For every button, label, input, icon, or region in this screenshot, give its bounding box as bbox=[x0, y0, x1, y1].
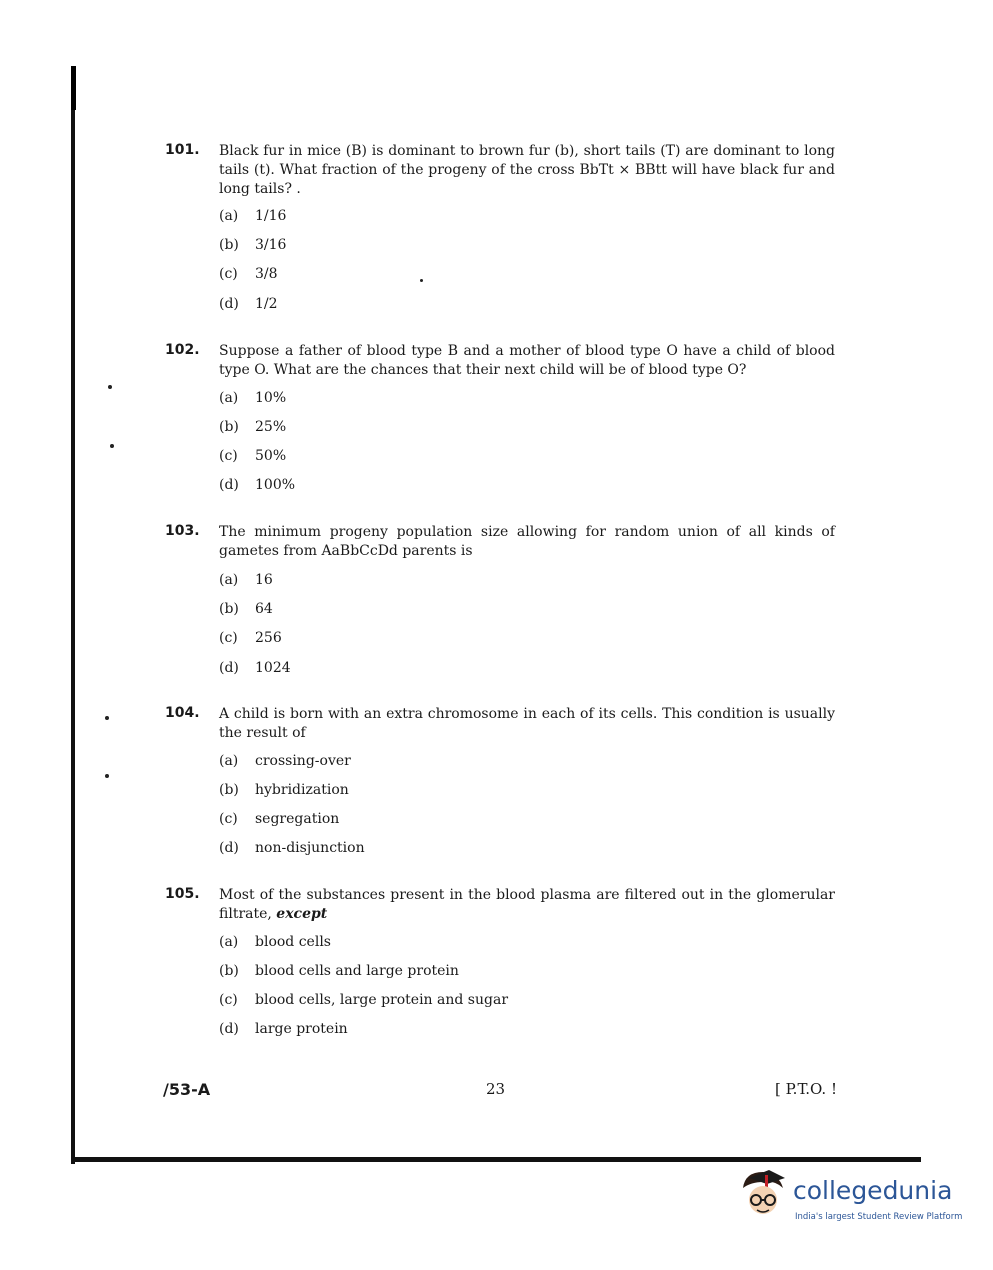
option-label: (c) bbox=[219, 992, 238, 1008]
option-text: 100% bbox=[255, 477, 296, 493]
option-text: 1/2 bbox=[255, 296, 278, 312]
option-label: (c) bbox=[219, 630, 238, 646]
please-turn-over: [ P.T.O. ! bbox=[775, 1080, 837, 1098]
mascot-icon bbox=[735, 1166, 791, 1222]
question-text: Black fur in mice (B) is dominant to brown fur (b), short tails (T) are dominant to long tails (t). What fraction of the progeny of the cross BbTt × BBtt will have black fur and long tails? . bbox=[219, 143, 835, 197]
option-label: (b) bbox=[219, 419, 239, 435]
bottom-page-rule bbox=[71, 1157, 921, 1162]
option-text: 10% bbox=[255, 390, 287, 406]
scan-speck bbox=[105, 774, 109, 778]
question-number: 101. bbox=[165, 142, 200, 158]
scan-speck bbox=[110, 444, 114, 448]
question-text: Suppose a father of blood type B and a mother of blood type O have a child of blood type O. What are the chances that their next child will be of blood type O? bbox=[219, 343, 835, 378]
option-text: 64 bbox=[255, 601, 273, 617]
option-text: 1024 bbox=[255, 660, 291, 676]
option-text: 3/8 bbox=[255, 266, 278, 282]
option-label: (d) bbox=[219, 296, 239, 312]
option-label: (a) bbox=[219, 753, 239, 769]
option-text: 256 bbox=[255, 630, 282, 646]
question-text-main: Most of the substances present in the blood plasma are filtered out in the glomerular filtrate, bbox=[219, 887, 835, 922]
option-label: (b) bbox=[219, 237, 239, 253]
option-label: (d) bbox=[219, 477, 239, 493]
page-number: 23 bbox=[486, 1080, 506, 1098]
option-text: large protein bbox=[255, 1021, 348, 1037]
option-text: 50% bbox=[255, 448, 287, 464]
option-label: (a) bbox=[219, 390, 239, 406]
option-label: (c) bbox=[219, 811, 238, 827]
option-text: blood cells and large protein bbox=[255, 963, 459, 979]
option-label: (b) bbox=[219, 963, 239, 979]
scan-speck bbox=[108, 385, 112, 389]
left-margin-rule bbox=[71, 66, 75, 1164]
question-text-emphasis: except bbox=[276, 906, 328, 922]
scan-speck bbox=[420, 279, 423, 282]
brand-tagline: India's largest Student Review Platform bbox=[795, 1212, 963, 1222]
option-label: (b) bbox=[219, 782, 239, 798]
option-text: blood cells bbox=[255, 934, 331, 950]
question-text bbox=[219, 886, 835, 924]
option-text: hybridization bbox=[255, 782, 349, 798]
option-text: 1/16 bbox=[255, 208, 287, 224]
option-text: 16 bbox=[255, 572, 273, 588]
question-text: The minimum progeny population size allowing for random union of all kinds of gametes from AaBbCcDd parents is bbox=[219, 524, 835, 559]
option-text: 3/16 bbox=[255, 237, 287, 253]
collegedunia-logo[interactable] bbox=[735, 1166, 965, 1226]
question-number: 105. bbox=[165, 886, 200, 902]
question-number: 104. bbox=[165, 705, 200, 721]
option-label: (b) bbox=[219, 601, 239, 617]
option-label: (d) bbox=[219, 660, 239, 676]
left-margin-rule-top bbox=[71, 66, 76, 110]
brand-name: collegedunia bbox=[793, 1176, 953, 1205]
booklet-code: /53-A bbox=[163, 1080, 211, 1099]
option-label: (a) bbox=[219, 208, 239, 224]
option-text: 25% bbox=[255, 419, 287, 435]
option-label: (a) bbox=[219, 572, 239, 588]
option-text: crossing-over bbox=[255, 753, 351, 769]
option-text: blood cells, large protein and sugar bbox=[255, 992, 509, 1008]
option-label: (c) bbox=[219, 266, 238, 282]
question-number: 103. bbox=[165, 523, 200, 539]
question-text: A child is born with an extra chromosome in each of its cells. This condition is usually the result of bbox=[219, 706, 835, 741]
option-label: (c) bbox=[219, 448, 238, 464]
option-label: (d) bbox=[219, 840, 239, 856]
option-text: segregation bbox=[255, 811, 340, 827]
option-label: (d) bbox=[219, 1021, 239, 1037]
option-label: (a) bbox=[219, 934, 239, 950]
scan-speck bbox=[105, 716, 109, 720]
question-number: 102. bbox=[165, 342, 200, 358]
option-text: non-disjunction bbox=[255, 840, 365, 856]
